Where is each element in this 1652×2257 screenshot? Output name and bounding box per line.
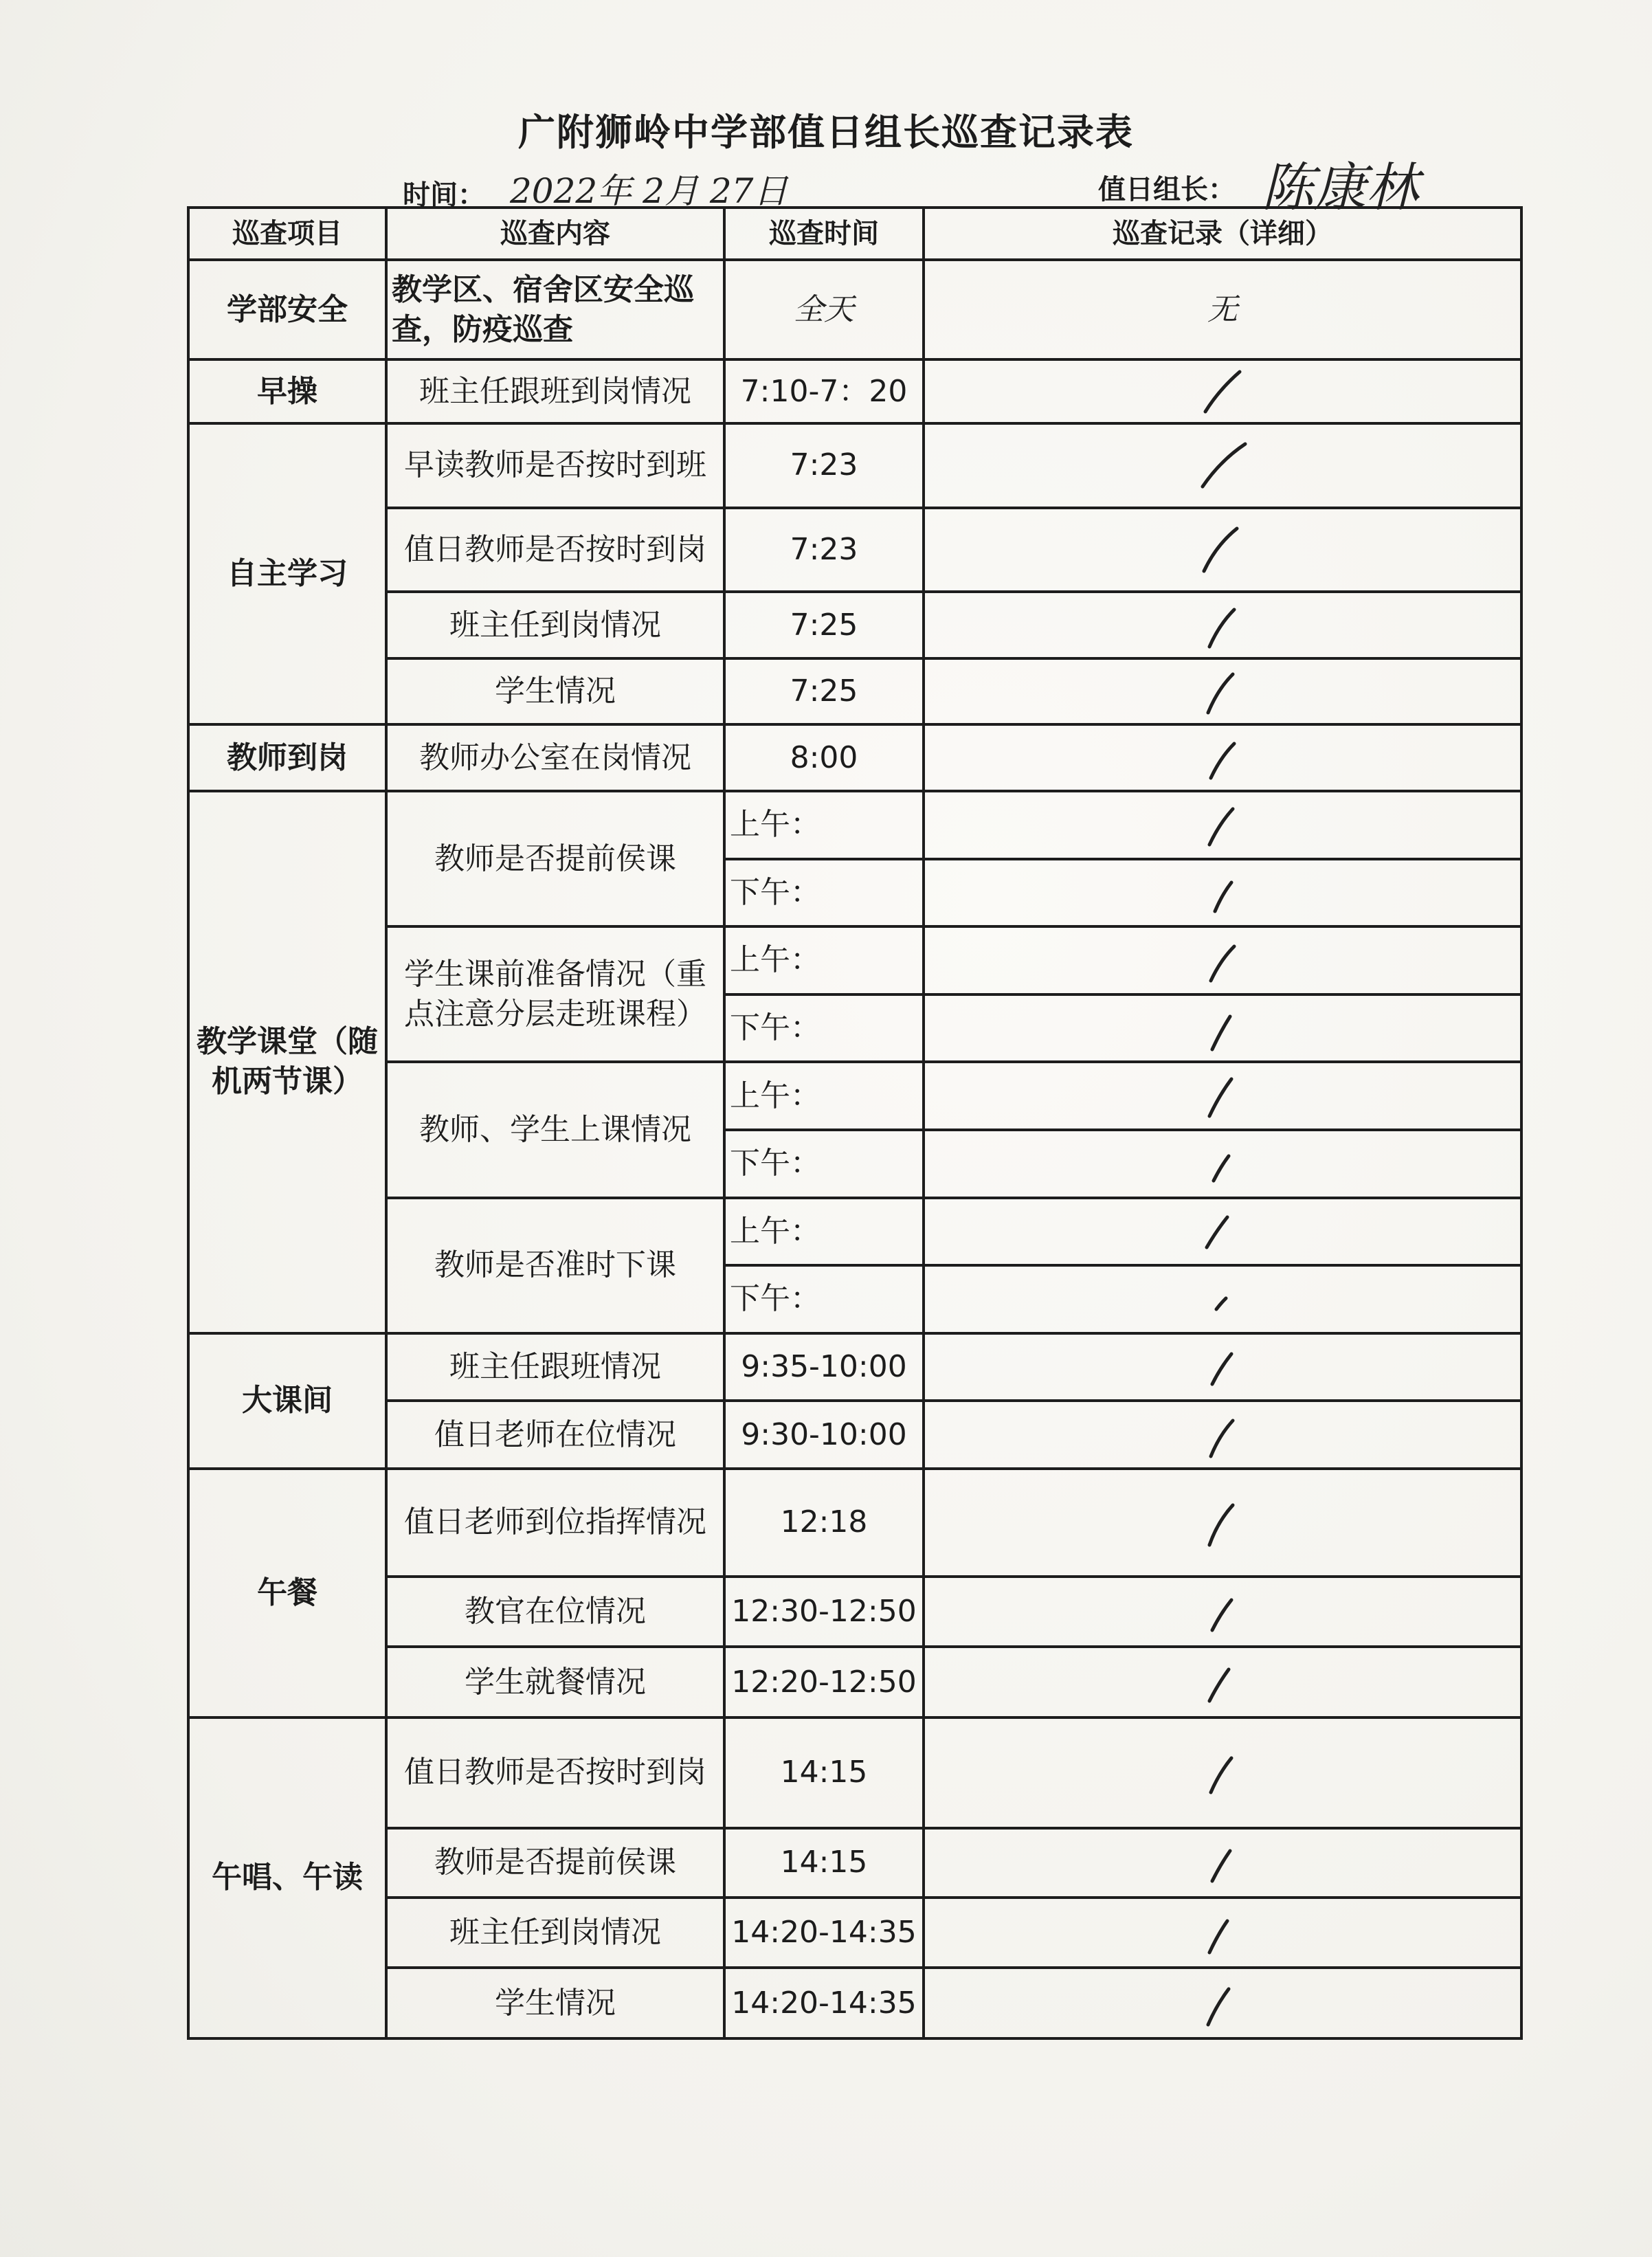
row-record bbox=[924, 1577, 1521, 1647]
row-content: 教官在位情况 bbox=[386, 1577, 724, 1647]
row-content: 值日老师到位指挥情况 bbox=[386, 1469, 724, 1577]
row-record bbox=[924, 508, 1521, 592]
table-row bbox=[188, 724, 1521, 791]
check-mark-icon bbox=[1192, 1342, 1253, 1392]
table-row bbox=[188, 1401, 1521, 1469]
check-mark-icon bbox=[1192, 666, 1253, 717]
category-safety: 学部安全 bbox=[188, 260, 386, 359]
table-row bbox=[188, 1647, 1521, 1717]
row-content: 班主任到岗情况 bbox=[386, 1898, 724, 1968]
row-content: 班主任到岗情况 bbox=[386, 592, 724, 658]
row-time: 14:15 bbox=[724, 1717, 924, 1828]
row-content: 早读教师是否按时到班 bbox=[386, 423, 724, 508]
check-mark-icon bbox=[1192, 366, 1253, 417]
check-mark-icon bbox=[1192, 935, 1253, 986]
date-label: 时间： bbox=[403, 179, 485, 211]
row-record bbox=[924, 359, 1521, 423]
check-mark-icon bbox=[1192, 1978, 1253, 2029]
row-time: 7:23 bbox=[724, 423, 924, 508]
row-time: 12:30-12:50 bbox=[724, 1577, 924, 1647]
row-content: 班主任跟班到岗情况 bbox=[386, 359, 724, 423]
period-am: 上午： bbox=[724, 926, 924, 994]
check-mark-icon bbox=[1192, 1003, 1253, 1054]
inspection-table bbox=[187, 206, 1523, 2040]
row-record bbox=[924, 1333, 1521, 1401]
period-pm: 下午： bbox=[724, 859, 924, 927]
check-mark-icon bbox=[1192, 1837, 1253, 1888]
table-row bbox=[188, 1062, 1521, 1130]
category-morning-exercise: 早操 bbox=[188, 359, 386, 423]
row-time: 7:25 bbox=[724, 658, 924, 725]
row-record bbox=[924, 1647, 1521, 1717]
row-content: 学生情况 bbox=[386, 1968, 724, 2038]
header-row bbox=[188, 208, 1521, 260]
page-title: 广附狮岭中学部值日组长巡查记录表 bbox=[518, 111, 1134, 154]
header-content: 巡查内容 bbox=[386, 208, 724, 260]
table-row bbox=[188, 1577, 1521, 1647]
table-row bbox=[188, 1968, 1521, 2038]
row-time: 14:20-14:35 bbox=[724, 1968, 924, 2038]
category-lunch: 午餐 bbox=[188, 1469, 386, 1717]
category-self-study: 自主学习 bbox=[188, 423, 386, 725]
table-row bbox=[188, 1717, 1521, 1828]
check-mark-icon bbox=[1192, 1586, 1253, 1637]
row-record bbox=[924, 1968, 1521, 2038]
header-time: 巡查时间 bbox=[724, 208, 924, 260]
period-am: 上午： bbox=[724, 1062, 924, 1130]
header-item: 巡查项目 bbox=[188, 208, 386, 260]
row-record bbox=[924, 1198, 1521, 1266]
check-mark-icon bbox=[1192, 1747, 1253, 1798]
period-pm: 下午： bbox=[724, 994, 924, 1063]
table-row bbox=[188, 1898, 1521, 1968]
row-record: 无 bbox=[924, 260, 1521, 359]
row-content: 教师、学生上课情况 bbox=[386, 1062, 724, 1197]
row-record bbox=[924, 859, 1521, 927]
check-mark-icon bbox=[1192, 1907, 1253, 1958]
row-content: 值日老师在位情况 bbox=[386, 1401, 724, 1469]
row-record bbox=[924, 994, 1521, 1063]
row-time: 7:10-7：20 bbox=[724, 359, 924, 423]
row-content: 学生课前准备情况（重点注意分层走班课程） bbox=[386, 926, 724, 1062]
period-am: 上午： bbox=[724, 1198, 924, 1266]
row-time: 7:23 bbox=[724, 508, 924, 592]
row-time: 14:20-14:35 bbox=[724, 1898, 924, 1968]
check-mark-icon bbox=[1192, 1410, 1253, 1460]
leader-label: 值日组长： bbox=[1098, 174, 1236, 205]
row-time: 全天 bbox=[724, 260, 924, 359]
table-row bbox=[188, 1333, 1521, 1401]
date-value: 2022年 2月 27日 bbox=[510, 171, 788, 211]
row-time: 14:15 bbox=[724, 1828, 924, 1898]
row-time: 12:20-12:50 bbox=[724, 1647, 924, 1717]
row-record bbox=[924, 791, 1521, 859]
table-row bbox=[188, 508, 1521, 592]
row-time: 12:18 bbox=[724, 1469, 924, 1577]
row-content: 值日教师是否按时到岗 bbox=[386, 508, 724, 592]
row-record bbox=[924, 1265, 1521, 1333]
check-mark-icon bbox=[1192, 600, 1253, 651]
table-row bbox=[188, 791, 1521, 859]
check-mark-icon bbox=[1192, 733, 1253, 783]
row-record bbox=[924, 926, 1521, 994]
row-content: 教师办公室在岗情况 bbox=[386, 724, 724, 791]
check-mark-icon bbox=[1192, 1071, 1253, 1122]
row-record bbox=[924, 423, 1521, 508]
row-record bbox=[924, 724, 1521, 791]
check-mark-icon bbox=[1192, 799, 1253, 850]
table-row bbox=[188, 592, 1521, 658]
period-am: 上午： bbox=[724, 791, 924, 859]
row-content: 学生情况 bbox=[386, 658, 724, 725]
row-record bbox=[924, 1717, 1521, 1828]
category-noon: 午唱、午读 bbox=[188, 1717, 386, 2038]
row-content: 教师是否提前侯课 bbox=[386, 791, 724, 926]
row-content: 教学区、宿舍区安全巡查，防疫巡查 bbox=[386, 260, 724, 359]
row-record bbox=[924, 1062, 1521, 1130]
leader-signature: 陈康林 bbox=[1262, 157, 1418, 218]
table-row bbox=[188, 423, 1521, 508]
check-mark-icon bbox=[1192, 1138, 1253, 1189]
row-record bbox=[924, 1130, 1521, 1198]
row-record bbox=[924, 1898, 1521, 1968]
check-mark-icon bbox=[1192, 1657, 1253, 1708]
check-mark-icon bbox=[1192, 867, 1253, 918]
row-record bbox=[924, 1828, 1521, 1898]
row-time: 9:30-10:00 bbox=[724, 1401, 924, 1469]
row-record bbox=[924, 658, 1521, 725]
row-content: 学生就餐情况 bbox=[386, 1647, 724, 1717]
row-content: 教师是否准时下课 bbox=[386, 1198, 724, 1333]
check-mark-icon bbox=[1192, 524, 1253, 575]
table-row bbox=[188, 1469, 1521, 1577]
row-record bbox=[924, 592, 1521, 658]
row-time: 9:35-10:00 bbox=[724, 1333, 924, 1401]
table-row bbox=[188, 926, 1521, 994]
period-pm: 下午： bbox=[724, 1265, 924, 1333]
check-mark-icon bbox=[1192, 1497, 1253, 1548]
row-time: 7:25 bbox=[724, 592, 924, 658]
header-record: 巡查记录（详细） bbox=[924, 208, 1521, 260]
row-content: 值日教师是否按时到岗 bbox=[386, 1717, 724, 1828]
table-row bbox=[188, 260, 1521, 359]
check-mark-icon bbox=[1192, 1206, 1253, 1257]
row-content: 班主任跟班情况 bbox=[386, 1333, 724, 1401]
table-row bbox=[188, 359, 1521, 423]
table-row bbox=[188, 1828, 1521, 1898]
row-record bbox=[924, 1401, 1521, 1469]
period-pm: 下午： bbox=[724, 1130, 924, 1198]
table-row bbox=[188, 658, 1521, 725]
category-teacher-arrival: 教师到岗 bbox=[188, 724, 386, 791]
row-content: 教师是否提前侯课 bbox=[386, 1828, 724, 1898]
category-classroom: 教学课堂（随机两节课） bbox=[188, 791, 386, 1333]
table-row bbox=[188, 1198, 1521, 1266]
check-mark-icon bbox=[1192, 1274, 1253, 1324]
check-mark-icon bbox=[1192, 440, 1253, 491]
row-record bbox=[924, 1469, 1521, 1577]
row-time: 8:00 bbox=[724, 724, 924, 791]
category-long-break: 大课间 bbox=[188, 1333, 386, 1469]
